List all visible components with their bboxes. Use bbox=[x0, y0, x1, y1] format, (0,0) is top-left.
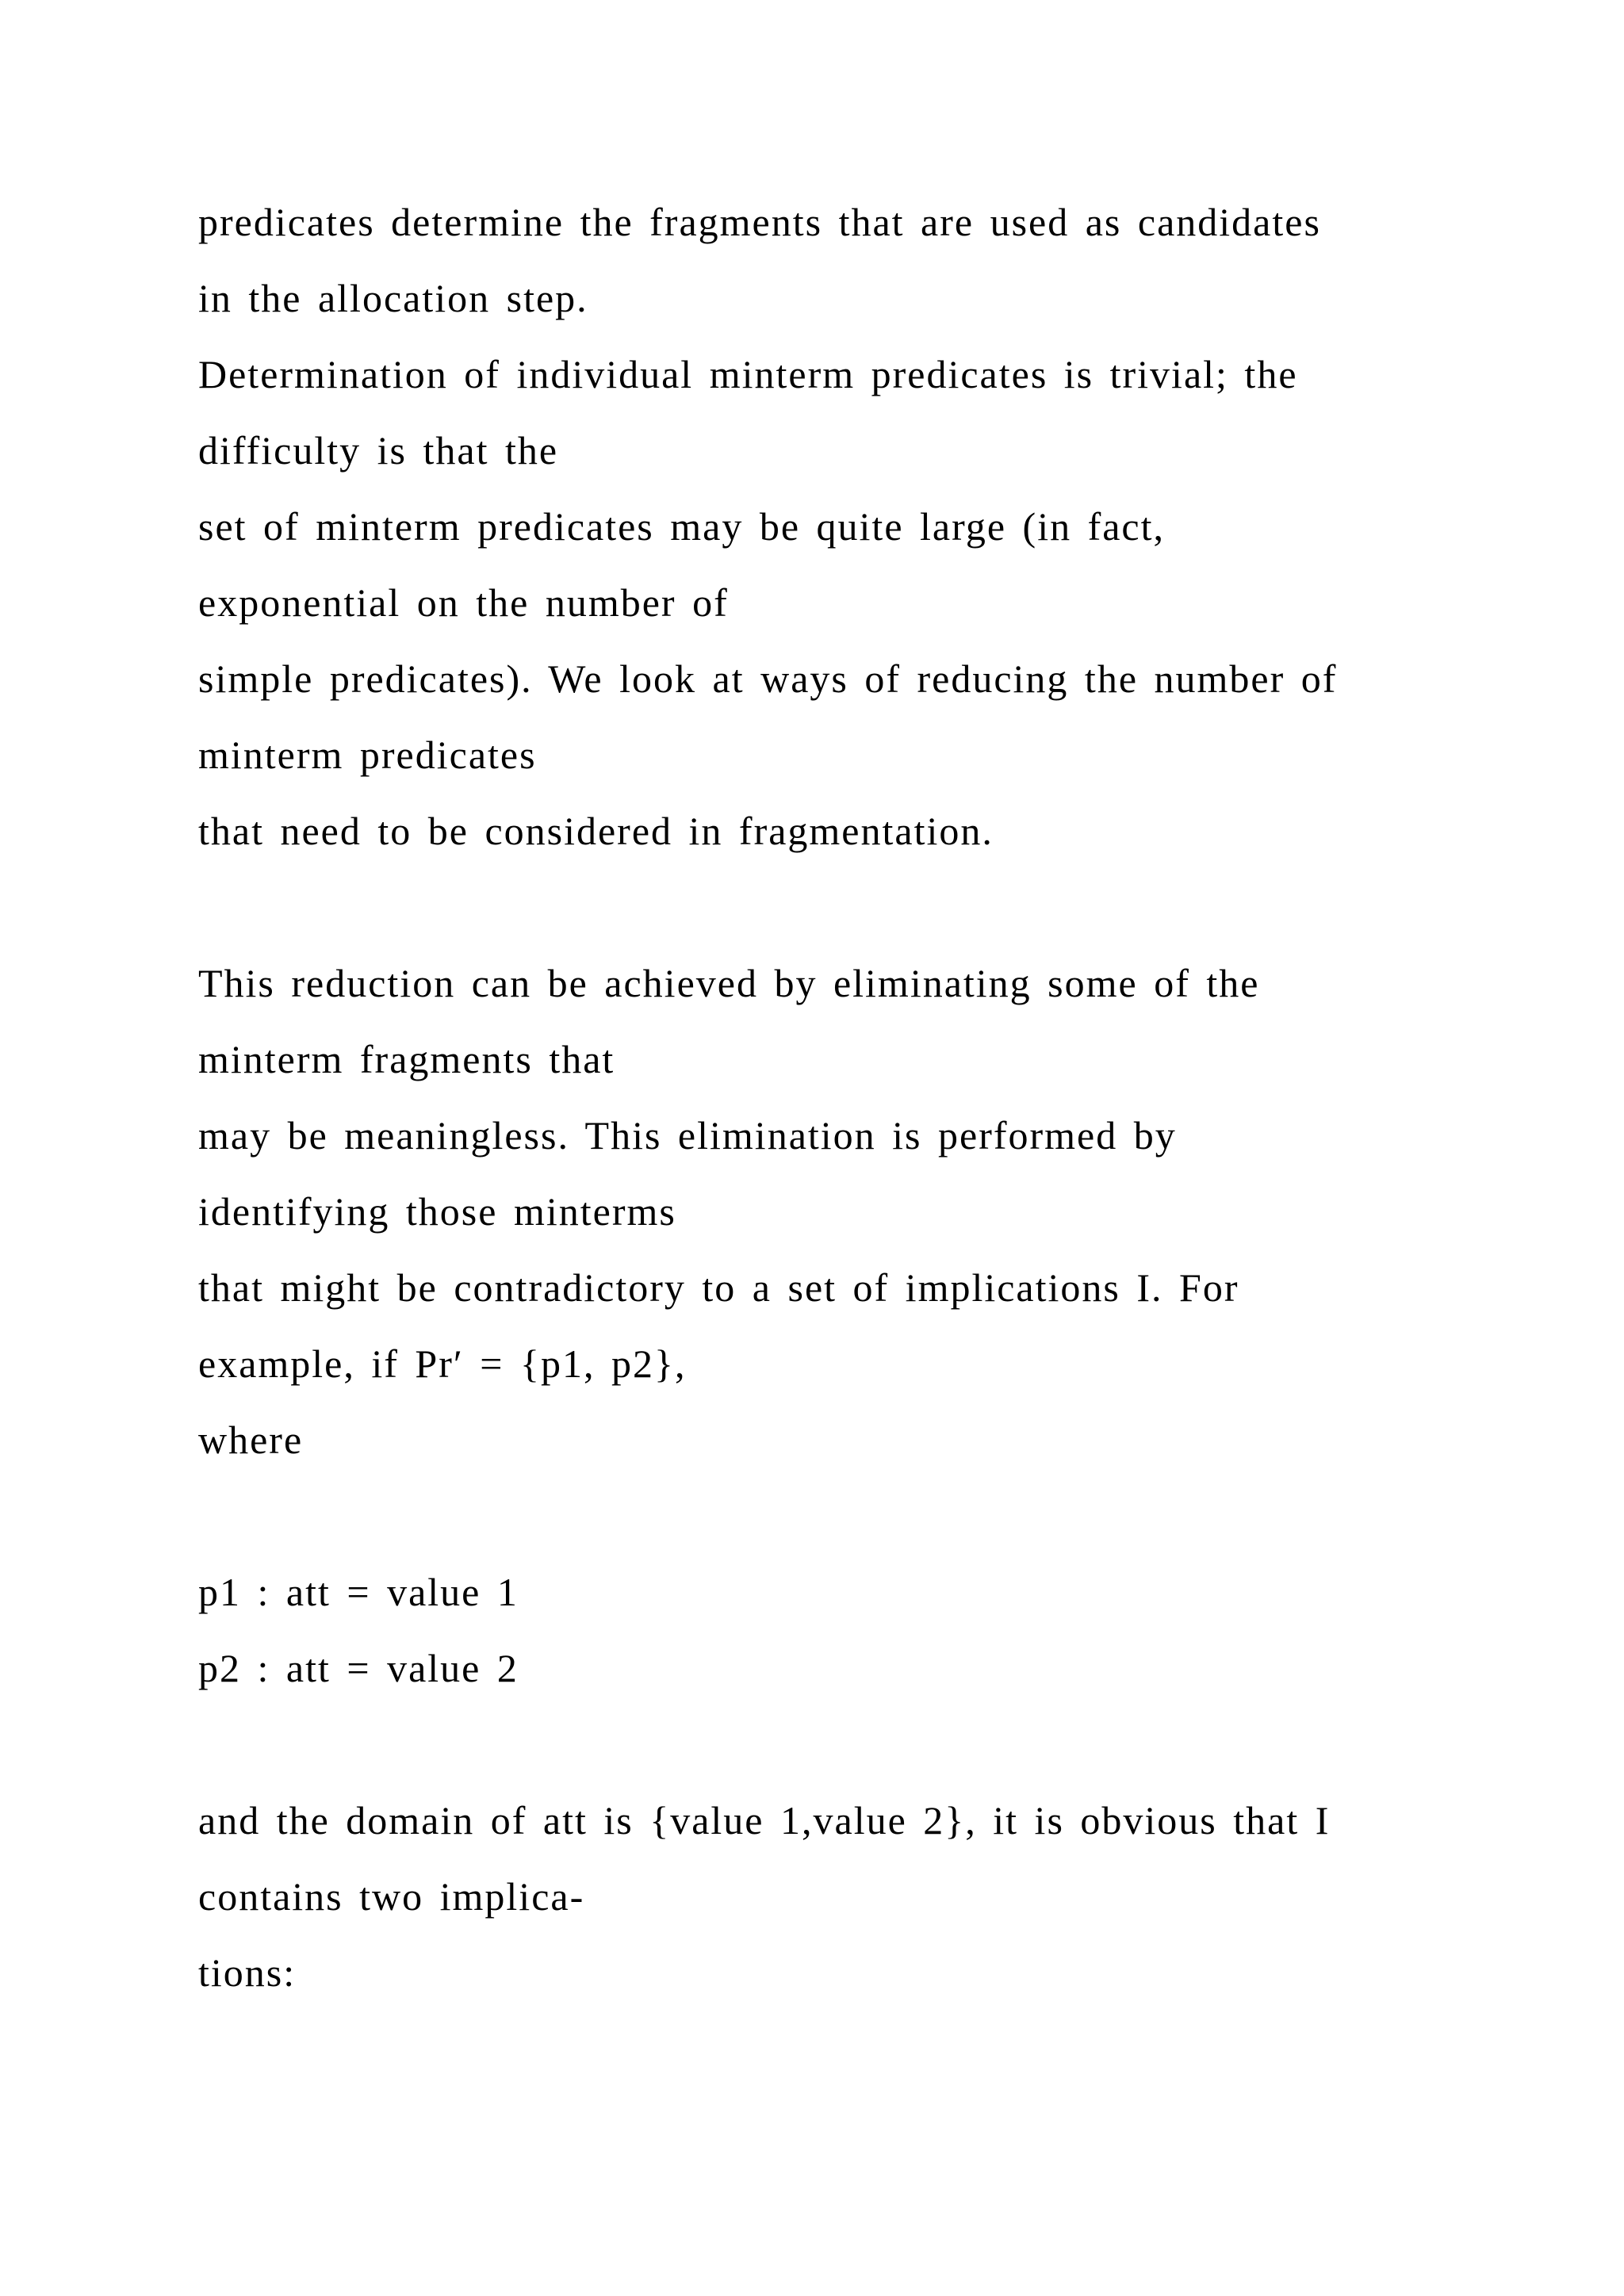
text-line: set of minterm predicates may be quite large (in fact, bbox=[198, 504, 1166, 549]
text-line: Determination of individual minterm predicates is trivial; the bbox=[198, 352, 1298, 396]
text-line: exponential on the number of bbox=[198, 580, 729, 625]
body-text bbox=[198, 184, 1507, 2011]
text-line: predicates determine the fragments that are used as candidates bbox=[198, 200, 1321, 244]
predicate-line: p1 : att = value 1 bbox=[198, 1570, 519, 1614]
paragraph-gap bbox=[198, 1478, 1507, 1554]
text-line: that need to be considered in fragmentation. bbox=[198, 809, 994, 853]
predicate-line: p2 : att = value 2 bbox=[198, 1646, 519, 1690]
text-line: This reduction can be achieved by eliminating some of the bbox=[198, 961, 1260, 1005]
text-line: difficulty is that the bbox=[198, 428, 559, 473]
text-line: and the domain of att is {value 1,value 2}, it is obvious that I bbox=[198, 1798, 1331, 1843]
text-line: simple predicates). We look at ways of reducing the number of bbox=[198, 656, 1338, 701]
text-line: contains two implica- bbox=[198, 1874, 585, 1919]
text-line: minterm predicates bbox=[198, 733, 537, 777]
text-line: identifying those minterms bbox=[198, 1189, 676, 1234]
text-line: minterm fragments that bbox=[198, 1037, 615, 1081]
text-line: example, if Pr′ = {p1, p2}, bbox=[198, 1341, 687, 1386]
text-line: may be meaningless. This elimination is performed by bbox=[198, 1113, 1177, 1158]
text-line: where bbox=[198, 1418, 304, 1462]
text-line: that might be contradictory to a set of implications I. For bbox=[198, 1265, 1239, 1310]
text-line: tions: bbox=[198, 1950, 297, 1995]
paragraph-gap bbox=[198, 1706, 1507, 1782]
text-line: in the allocation step. bbox=[198, 276, 588, 320]
paragraph-gap bbox=[198, 869, 1507, 945]
